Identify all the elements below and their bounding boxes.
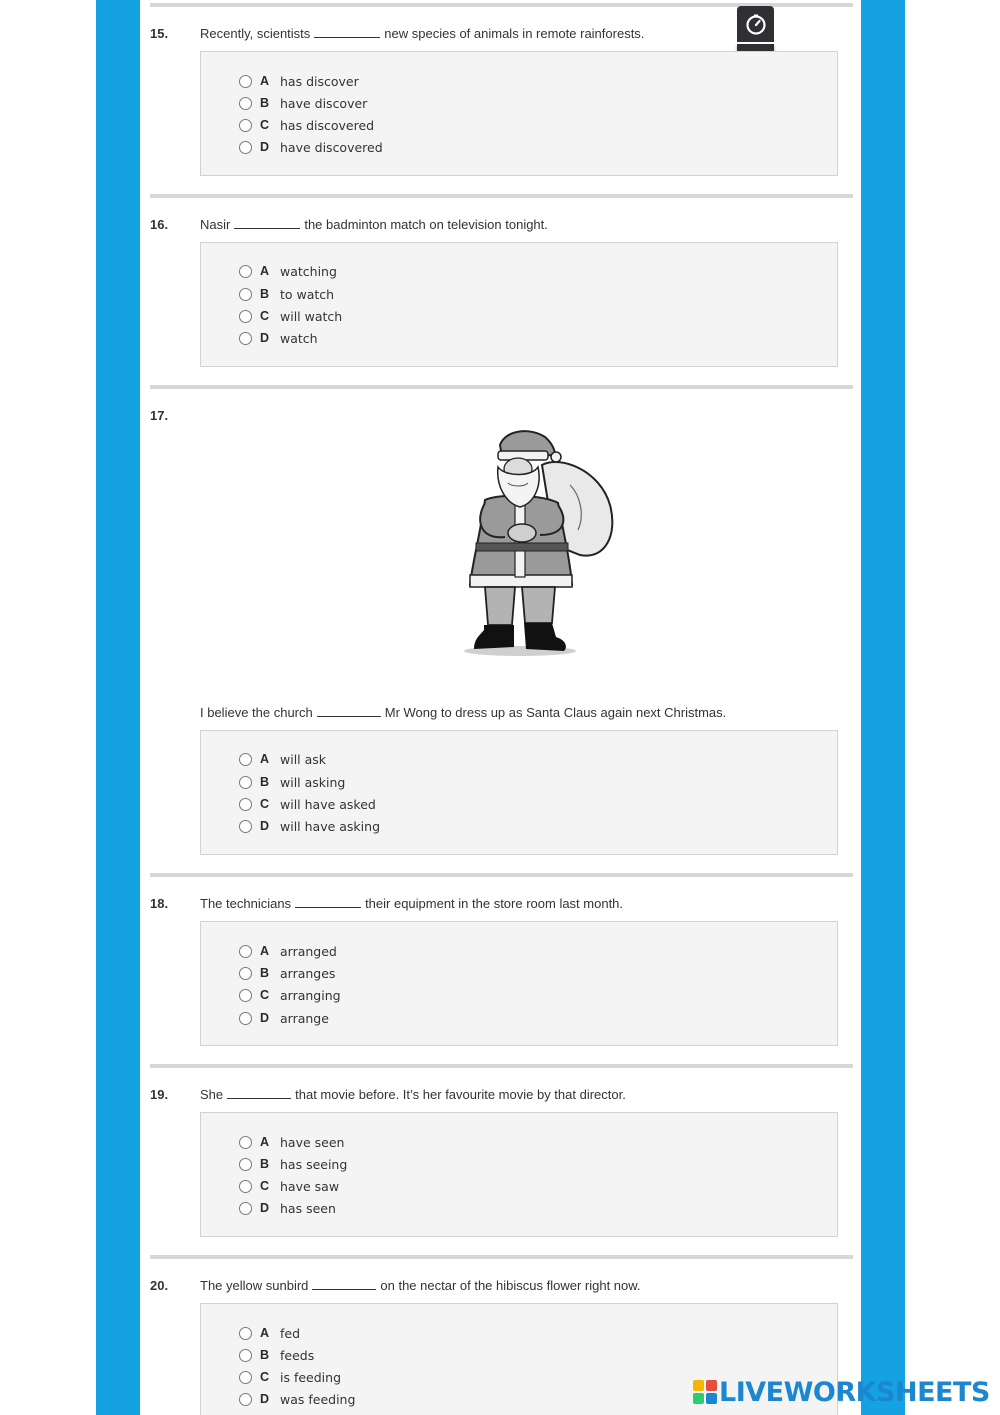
options-panel bbox=[200, 921, 838, 1046]
right-border-bar bbox=[861, 0, 905, 1415]
options-panel bbox=[200, 1112, 838, 1237]
liveworksheets-logo-icon bbox=[693, 1380, 717, 1404]
option-c[interactable]: C will have asked bbox=[239, 794, 376, 814]
option-d[interactable]: D was feeding bbox=[239, 1389, 355, 1409]
radio-button[interactable] bbox=[239, 776, 252, 789]
radio-button[interactable] bbox=[239, 1202, 252, 1215]
timer-button[interactable] bbox=[737, 6, 774, 42]
radio-button[interactable] bbox=[239, 1371, 252, 1384]
option-c[interactable]: C will watch bbox=[239, 306, 342, 326]
option-b[interactable]: B feeds bbox=[239, 1345, 314, 1365]
question-text: The technicians their equipment in the store room last month. bbox=[200, 896, 624, 911]
radio-button[interactable] bbox=[239, 753, 252, 766]
radio-button[interactable] bbox=[239, 265, 252, 278]
divider bbox=[150, 385, 853, 389]
left-border-bar bbox=[96, 0, 140, 1415]
question-text: The yellow sunbird on the nectar of the hibiscus flower right now. bbox=[200, 1278, 641, 1293]
option-a[interactable]: A has discover bbox=[239, 71, 359, 91]
option-b[interactable]: B to watch bbox=[239, 284, 334, 304]
brand-name: LIVEWORKSHEETS bbox=[719, 1376, 990, 1408]
liveworksheets-logo bbox=[693, 1375, 990, 1409]
timer-icon bbox=[744, 12, 768, 36]
radio-button[interactable] bbox=[239, 967, 252, 980]
radio-button[interactable] bbox=[239, 989, 252, 1002]
option-c[interactable]: C is feeding bbox=[239, 1367, 341, 1387]
option-a[interactable]: A fed bbox=[239, 1323, 300, 1343]
options-panel bbox=[200, 242, 838, 367]
question-number: 16. bbox=[150, 217, 169, 232]
option-d[interactable]: D will have asking bbox=[239, 816, 380, 836]
radio-button[interactable] bbox=[239, 310, 252, 323]
option-a[interactable]: A arranged bbox=[239, 941, 337, 961]
radio-button[interactable] bbox=[239, 798, 252, 811]
option-c[interactable]: C have saw bbox=[239, 1176, 339, 1196]
option-d[interactable]: D arrange bbox=[239, 1008, 329, 1028]
options-panel bbox=[200, 51, 838, 176]
divider bbox=[150, 194, 853, 198]
radio-button[interactable] bbox=[239, 141, 252, 154]
answer-blank bbox=[314, 28, 380, 38]
radio-button[interactable] bbox=[239, 1136, 252, 1149]
radio-button[interactable] bbox=[239, 1349, 252, 1362]
option-b[interactable]: B has seeing bbox=[239, 1154, 347, 1174]
radio-button[interactable] bbox=[239, 332, 252, 345]
question-text: She that movie before. It’s her favourite movie by that director. bbox=[200, 1087, 626, 1102]
option-d[interactable]: D have discovered bbox=[239, 137, 383, 157]
radio-button[interactable] bbox=[239, 1393, 252, 1406]
question-number: 15. bbox=[150, 26, 169, 41]
radio-button[interactable] bbox=[239, 945, 252, 958]
option-a[interactable]: A have seen bbox=[239, 1132, 344, 1152]
question-number: 20. bbox=[150, 1278, 169, 1293]
answer-blank bbox=[234, 219, 300, 229]
radio-button[interactable] bbox=[239, 97, 252, 110]
option-b[interactable]: B will asking bbox=[239, 772, 345, 792]
option-b[interactable]: B have discover bbox=[239, 93, 367, 113]
option-a[interactable]: A watching bbox=[239, 261, 337, 281]
santa-claus-illustration bbox=[460, 425, 615, 660]
divider bbox=[150, 1064, 853, 1068]
answer-blank bbox=[317, 707, 381, 717]
radio-button[interactable] bbox=[239, 1180, 252, 1193]
radio-button[interactable] bbox=[239, 119, 252, 132]
answer-blank bbox=[295, 898, 361, 908]
option-d[interactable]: D has seen bbox=[239, 1198, 336, 1218]
radio-button[interactable] bbox=[239, 1158, 252, 1171]
radio-button[interactable] bbox=[239, 288, 252, 301]
option-c[interactable]: C has discovered bbox=[239, 115, 374, 135]
divider bbox=[150, 873, 853, 877]
radio-button[interactable] bbox=[239, 1012, 252, 1025]
radio-button[interactable] bbox=[239, 1327, 252, 1340]
radio-button[interactable] bbox=[239, 75, 252, 88]
question-number: 19. bbox=[150, 1087, 169, 1102]
divider bbox=[150, 1255, 853, 1259]
answer-blank bbox=[227, 1089, 291, 1099]
question-number: 18. bbox=[150, 896, 169, 911]
option-a[interactable]: A will ask bbox=[239, 749, 326, 769]
options-panel bbox=[200, 730, 838, 855]
option-c[interactable]: C arranging bbox=[239, 985, 341, 1005]
question-text: Nasir the badminton match on television tonight. bbox=[200, 217, 548, 232]
question-text: Recently, scientists new species of animals in remote rainforests. bbox=[200, 26, 645, 41]
answer-blank bbox=[312, 1280, 376, 1290]
radio-button[interactable] bbox=[239, 820, 252, 833]
option-b[interactable]: B arranges bbox=[239, 963, 335, 983]
question-text: I believe the church Mr Wong to dress up as Santa Claus again next Christmas. bbox=[200, 705, 727, 720]
option-d[interactable]: D watch bbox=[239, 328, 318, 348]
question-number: 17. bbox=[150, 408, 169, 423]
